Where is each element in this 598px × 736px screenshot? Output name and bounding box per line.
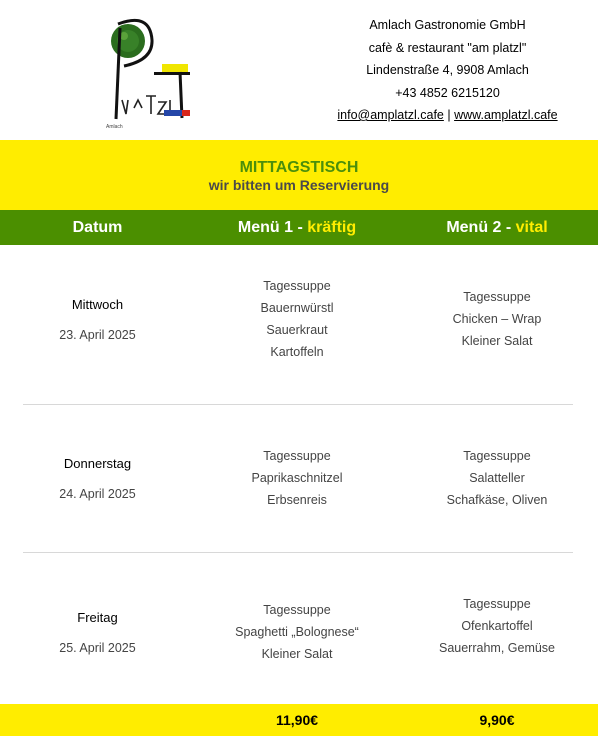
weekday: Donnerstag [63, 456, 132, 471]
banner-title: MITTAGSTISCH [239, 159, 359, 176]
row-divider [23, 552, 573, 553]
company-address: Lindenstraße 4, 9908 Amlach [366, 63, 529, 77]
menu-item: Tagessuppe [463, 597, 531, 611]
menu1-cell [196, 275, 398, 363]
menu-item: Tagessuppe [263, 279, 331, 293]
menu-item: Sauerrahm, Gemüse [438, 641, 556, 655]
date-cell [0, 294, 195, 346]
date-column-header: Datum [72, 219, 123, 236]
banner-subtitle: wir bitten um Reservierung [208, 177, 390, 193]
menu1-column-header [196, 219, 398, 237]
menu1-price: 11,90€ [275, 712, 319, 728]
menu-item: Tagessuppe [463, 449, 531, 463]
date: 24. April 2025 [59, 487, 136, 501]
menu-item: Bauernwürstl [260, 301, 334, 315]
contact-block [300, 14, 595, 127]
menu1-cell [196, 599, 398, 665]
platzl-logo [104, 14, 194, 132]
company-subtitle: cafè & restaurant "am platzl" [368, 40, 527, 55]
menu2-column-header [396, 219, 598, 237]
header [0, 0, 598, 140]
column-header [0, 210, 598, 245]
menu-item: Ofenkartoffel [461, 619, 533, 633]
menu2-header-highlight: vital [515, 219, 548, 236]
link-separator: | [447, 108, 451, 122]
menu-item: Salatteller [469, 471, 525, 485]
menu-item: Spaghetti „Bolognese“ [235, 625, 359, 639]
menu-item: Sauerkraut [266, 323, 328, 337]
date-cell [0, 453, 195, 505]
menu-item: Kleiner Salat [461, 334, 533, 348]
menu2-header-prefix: Menü 2 - [446, 219, 516, 236]
menu-item: Chicken – Wrap [452, 312, 542, 326]
weekday: Freitag [77, 610, 118, 625]
company-phone: +43 4852 6215120 [395, 85, 500, 100]
weekday: Mittwoch [71, 297, 124, 312]
row-divider [23, 404, 573, 405]
menu-item: Kleiner Salat [261, 647, 333, 661]
email-link[interactable]: info@amplatzl.cafe [337, 108, 444, 122]
menu1-header-highlight: kräftig [307, 219, 357, 236]
menu2-price: 9,90€ [479, 712, 515, 728]
company-name: Amlach Gastronomie GmbH [369, 18, 526, 32]
website-link[interactable]: www.amplatzl.cafe [454, 108, 558, 122]
menu1-cell [196, 445, 398, 511]
menu2-cell [396, 593, 598, 659]
price-footer [0, 704, 598, 736]
menu-item: Erbsenreis [267, 493, 327, 507]
menu-item: Tagessuppe [463, 290, 531, 304]
date-cell [0, 607, 195, 659]
menu1-header-prefix: Menü 1 - [237, 219, 308, 236]
menu-item: Schafkäse, Oliven [446, 493, 548, 507]
menu2-cell [396, 286, 598, 352]
menu-item: Tagessuppe [263, 603, 331, 617]
company-links [300, 104, 595, 127]
menu-item: Tagessuppe [263, 449, 331, 463]
menu2-cell [396, 445, 598, 511]
date: 25. April 2025 [59, 641, 136, 655]
menu-item: Kartoffeln [270, 345, 324, 359]
date: 23. April 2025 [59, 328, 136, 342]
lunch-banner [0, 140, 598, 210]
menu-item: Paprikaschnitzel [251, 471, 343, 485]
logo-tagline: Amlach [106, 124, 123, 130]
